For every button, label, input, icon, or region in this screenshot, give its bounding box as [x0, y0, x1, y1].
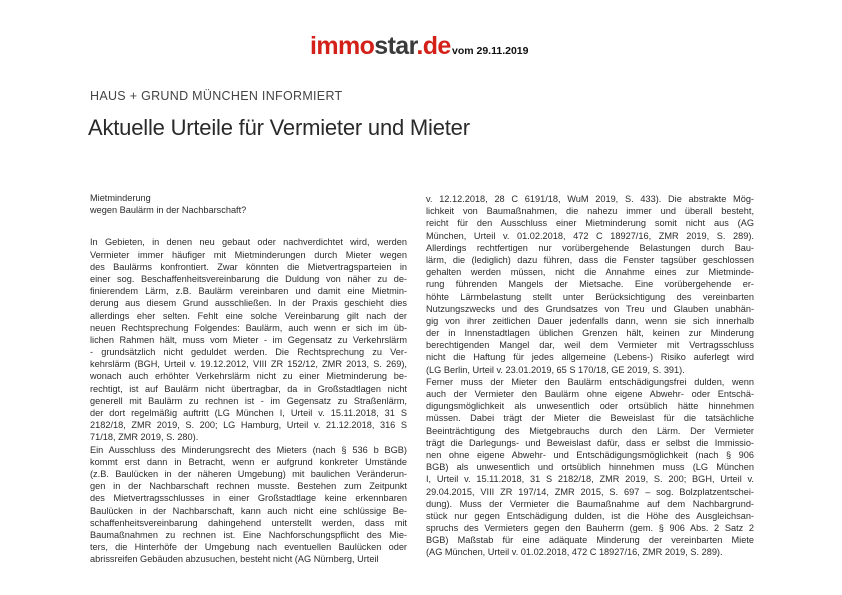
text-line: gig von ihrer zeitlichen Dauer jedenfalls dann, wenn sie sich innerhalb	[426, 315, 754, 326]
text-line: berechtigenden Mangel dar, weil dem Vermieter mit Vertragsschluss	[426, 340, 754, 351]
logo-text-star: star	[374, 32, 417, 60]
text-line: In Gebieten, in denen neu gebaut oder nachverdichtet wird, werden	[90, 237, 407, 248]
text-line: trägt die Darlegungs- und Beweislast dafür, dass er selbst die Immissio-	[426, 437, 754, 448]
text-line: lichkeit von Baumaßnahmen, die nahezu immer und überall besteht,	[426, 206, 754, 217]
right-column-text	[426, 193, 754, 559]
text-line: gehalten werden müssen, nicht die Annahme eines zur Mietminde-	[426, 267, 754, 278]
text-line: des Baulärms konfrontiert. Zwar könnten die Mietvertragsparteien in	[90, 261, 407, 272]
text-line: derung aus diesem Grund ausschließen. In der Praxis geschieht dies	[90, 298, 407, 309]
text-line: müssen. Dabei trägt der Mieter die Beweislast für die tatsächliche	[426, 413, 754, 424]
text-line: reicht für den Ausschluss einer Mietminderung somit nicht aus (AG	[426, 218, 754, 229]
text-line: - grundsätzlich nicht geduldet werden. Die Rechtsprechung zu Ver-	[90, 347, 407, 358]
subheading-line-1: Mietminderung	[90, 193, 151, 203]
text-line: gen in der Nachbarschaft rechnen musste. Bestehen zum Zeitpunkt	[90, 481, 407, 492]
text-line: allerdings eher selten. Fehlt eine solche Vereinbarung gilt nach der	[90, 310, 407, 321]
text-line: abrissreifen Gebäuden abzusuchen, besteht nicht (AG Nürnberg, Urteil	[90, 554, 379, 565]
text-line: Ferner muss der Mieter den Baulärm entschädigungsfrei dulden, wenn	[426, 376, 754, 387]
logo-text-tld: .de	[416, 32, 451, 60]
text-line: (LG Berlin, Urteil v. 23.01.2019, 65 S 170/18, GE 2019, S. 391).	[426, 364, 685, 375]
section-label: HAUS + GRUND MÜNCHEN INFORMIERT	[90, 89, 343, 103]
text-line: kommt erst dann in Betracht, wenn er aufgrund konkreter Umstände	[90, 456, 407, 467]
text-line: rechtigt, ist auf Baulärm nicht übertragbar, da in Großstadtlagen nicht	[90, 383, 407, 394]
text-line: v. 12.12.2018, 28 C 6191/18, WuM 2019, S. 433). Die abstrakte Mög-	[426, 194, 754, 204]
text-line: der in Innenstadtlagen üblichen Grenzen hält, keinen zur Minderung	[426, 328, 754, 339]
left-column-text	[90, 236, 407, 565]
text-line: Nutzungszwecks und des Grundsatzes von Treu und Glauben unabhän-	[426, 303, 754, 314]
immostar-logo[interactable]	[310, 32, 451, 60]
text-line: 29.04.2015, VIII ZR 197/14, ZMR 2015, S. 697 – sog. Bolzplatzentschei-	[426, 486, 754, 497]
text-line: Baulücken in der Nachbarschaft, kann auch nicht eine schlüssige Be-	[90, 505, 407, 516]
article-column-right	[426, 193, 754, 559]
text-line: neuen Rechtsprechung Folgendes: Baulärm, auch wenn er sich im üb-	[90, 322, 407, 333]
masthead	[0, 0, 842, 80]
text-line: (AG München, Urteil v. 01.02.2018, 472 C 18927/16, ZMR 2019, S. 289).	[426, 547, 723, 558]
text-line: (z.B. Baulücken in der näheren Umgebung) mit baulichen Veränderun-	[90, 468, 407, 479]
text-line: spruchs des Vermieters gegen den Bauherrn (gem. § 906 Abs. 2 Satz 2	[426, 523, 754, 534]
text-line: auch der Vermieter den Baulärm ohne eigene Abwehr- oder Entschä-	[426, 389, 754, 399]
paragraph-gap	[90, 222, 407, 236]
text-line: höhte Lärmbelastung stellt unter Berücksichtigung des vereinbarten	[426, 291, 754, 302]
text-line: einer sog. Beschaffenheitsvereinbarung die Duldung von näher zu de-	[90, 273, 407, 284]
text-line: Ein Ausschluss des Minderungsrecht des Mieters (nach § 536 b BGB)	[90, 444, 407, 455]
text-line: der dort regelmäßig auftritt (LG München I, Urteil v. 15.11.2018, 31 S	[90, 408, 407, 418]
text-line: nicht die Haftung für jedes allgemeine (Lebens-) Risiko auferlegt wird	[426, 352, 754, 363]
text-line: digungsmöglichkeit als unwesentlich oder ortsüblich hätte hinnehmen	[426, 401, 754, 412]
logo-text-immo: immo	[310, 32, 375, 60]
article-headline: Aktuelle Urteile für Vermieter und Mieter	[88, 115, 470, 140]
text-line: Beeinträchtigung des Mietgebrauchs durch den Lärm. Der Vermieter	[426, 425, 754, 436]
text-line: des Mietvertragsschlusses in einer Großstadtlage keine erkennbaren	[90, 493, 407, 504]
text-line: 2182/18, ZMR 2019, S. 200; LG Hamburg, Urteil v. 21.12.2018, 316 S	[90, 420, 407, 431]
text-line: BGB) als unwesentlich und ortsüblich hinnehmen muss (LG München	[426, 462, 754, 473]
text-line: nen ohne eigene Abwehr- und Entschädigungsmöglichkeit (nach § 906	[426, 449, 754, 460]
subheading-line-2: wegen Baulärm in der Nachbarschaft?	[90, 205, 247, 216]
text-line: Baumaßnahmen zu rechnen ist. Eine Nachforschungspflicht des Mie-	[90, 529, 407, 540]
article-column-left	[90, 192, 407, 565]
article-subheading	[90, 192, 407, 216]
text-line: wonach auch erhöhter Verkehrslärm nicht zu einer Mietminderung be-	[90, 371, 407, 382]
text-line: I, Urteil v. 15.11.2018, 31 S 2182/18, ZMR 2019, S. 200; BGH, Urteil v.	[426, 474, 754, 485]
text-line: Allerdings rechtfertigen nur vorübergehende Belastungen durch Bau-	[426, 242, 754, 253]
text-line: 71/18, ZMR 2019, S. 280).	[90, 432, 199, 443]
text-line: generell mit Baulärm zu rechnen ist - im Gegensatz zu Straßenlärm,	[90, 395, 407, 406]
text-line: finierendem Lärm, z.B. Baulärm vereinbaren und damit eine Mietmin-	[90, 286, 407, 297]
text-line: München, Urteil v. 01.02.2018, 472 C 18927/16, ZMR 2019, S. 289).	[426, 230, 754, 241]
text-line: kehrslärm (BGH, Urteil v. 19.12.2012, VIII ZR 152/12, ZMR 2013, S. 269),	[90, 359, 407, 370]
text-line: schaffenheitsvereinbarung dahingehend unterstellt werden, dass mit	[90, 517, 407, 528]
text-line: ters, die Hinterhöfe der Umgebung nach eventuellen Baulücken oder	[90, 542, 407, 553]
text-line: dung). Muss der Vermieter die Baumaßnahme auf dem Nachbargrund-	[426, 498, 754, 509]
text-line: rung führenden Mangels der Mietsache. Eine vorübergehende er-	[426, 279, 754, 290]
text-line: Vermieter immer häufiger mit Mietminderungen durch Mieter wegen	[90, 249, 407, 260]
issue-date: vom 29.11.2019	[452, 45, 529, 57]
text-line: lichen Rahmen hält, muss vom Mieter - im Gegensatz zu Verkehrslärm	[90, 334, 407, 345]
text-line: BGB) Maßstab für eine adäquate Minderung der vereinbarten Miete	[426, 535, 754, 546]
text-line: lärm, die (lediglich) dazu führen, dass die Fenster tagsüber geschlossen	[426, 254, 754, 265]
text-line: stück nur gegen Entschädigung dulden, ist die Höhe des Ausgleichsan-	[426, 510, 754, 521]
